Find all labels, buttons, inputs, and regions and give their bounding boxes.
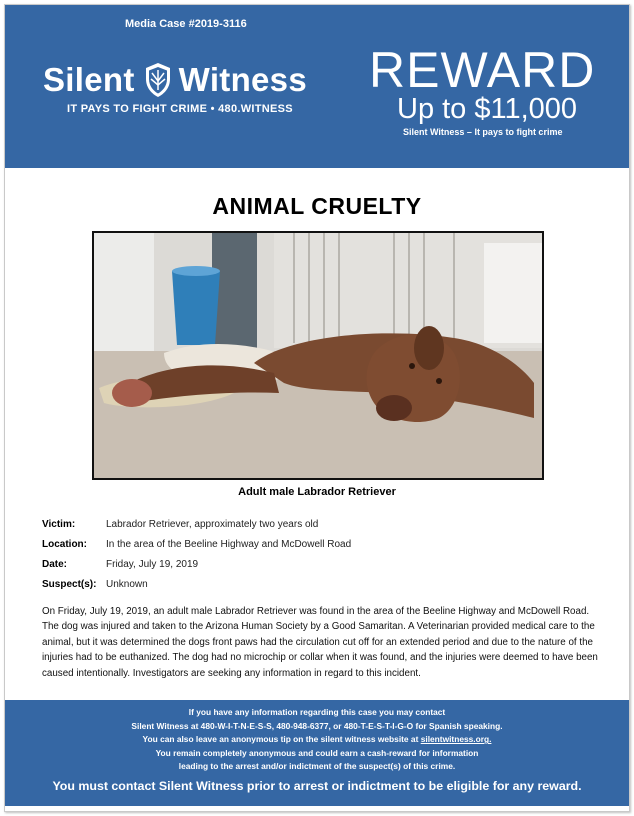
photo-caption: Adult male Labrador Retriever: [238, 486, 396, 498]
suspects-label: Suspect(s):: [42, 578, 97, 590]
reward-subtitle: Silent Witness – It pays to fight crime: [403, 127, 563, 137]
reward-heading: REWARD: [369, 42, 596, 98]
footer-line-1: If you have any information regarding this case you may contact: [188, 707, 446, 717]
footer-banner: [5, 700, 629, 806]
detail-row-date: [42, 554, 351, 574]
suspects-value: Unknown: [106, 578, 148, 590]
date-label: Date:: [42, 558, 68, 570]
victim-value: Labrador Retriever, approximately two years old: [106, 518, 319, 530]
date-value: Friday, July 19, 2019: [106, 558, 199, 570]
brand-tagline: IT PAYS TO FIGHT CRIME • 480.WITNESS: [67, 103, 293, 115]
victim-label: Victim:: [42, 518, 76, 530]
website-link[interactable]: silentwitness.org.: [420, 734, 492, 745]
footer-line-2: Silent Witness at 480-W-I-T-N-E-S-S, 480-948-6377, or 480-T-E-S-T-I-G-O for Spanish speaking.: [131, 720, 503, 731]
location-value: In the area of the Beeline Highway and McDowell Road: [106, 538, 352, 550]
brand-left-text: Silent: [43, 61, 135, 98]
silent-witness-logo: [43, 60, 307, 100]
header-banner: [5, 5, 629, 168]
footer-line-5: leading to the arrest and/or indictment of the suspect(s) of this crime.: [178, 761, 456, 772]
footer-line-3: [5, 733, 629, 747]
case-narrative: On Friday, July 19, 2019, an adult male Labrador Retriever was found in the area of the Beeline Highway and McDowell Road. The dog was injured and taken to the Arizona Human Society by a Good Samaritan. A Veterinarian provided medical care to the animal, but it was determined the dogs front paws had the circulation cut off for an extended period and due to the nature of the injuries had to be euthanized. The dog had no microchip or collar when it was found, and the injuries were deemed to have been caused intentionally. Investigators are seeking any information in regard to this incident.: [42, 606, 598, 679]
footer-line-3-text: You can also leave an anonymous tip on the silent witness website at: [142, 734, 421, 745]
footer-line-4: You remain completely anonymous and could earn a cash-reward for information: [155, 747, 479, 758]
detail-row-suspects: [42, 574, 351, 594]
case-details: [42, 514, 351, 594]
case-title: ANIMAL CRUELTY: [212, 193, 422, 219]
location-label: Location:: [42, 538, 87, 550]
media-case-number: Media Case #2019-3116: [125, 18, 247, 30]
detail-row-victim: [42, 514, 351, 534]
reward-eligibility-notice: You must contact Silent Witness prior to arrest or indictment to be eligible for any reward.: [52, 779, 582, 793]
victim-photo: [92, 231, 544, 480]
reward-amount: Up to $11,000: [397, 93, 578, 125]
shield-icon: [143, 61, 173, 99]
brand-right-text: Witness: [178, 61, 307, 98]
detail-row-location: [42, 534, 351, 554]
